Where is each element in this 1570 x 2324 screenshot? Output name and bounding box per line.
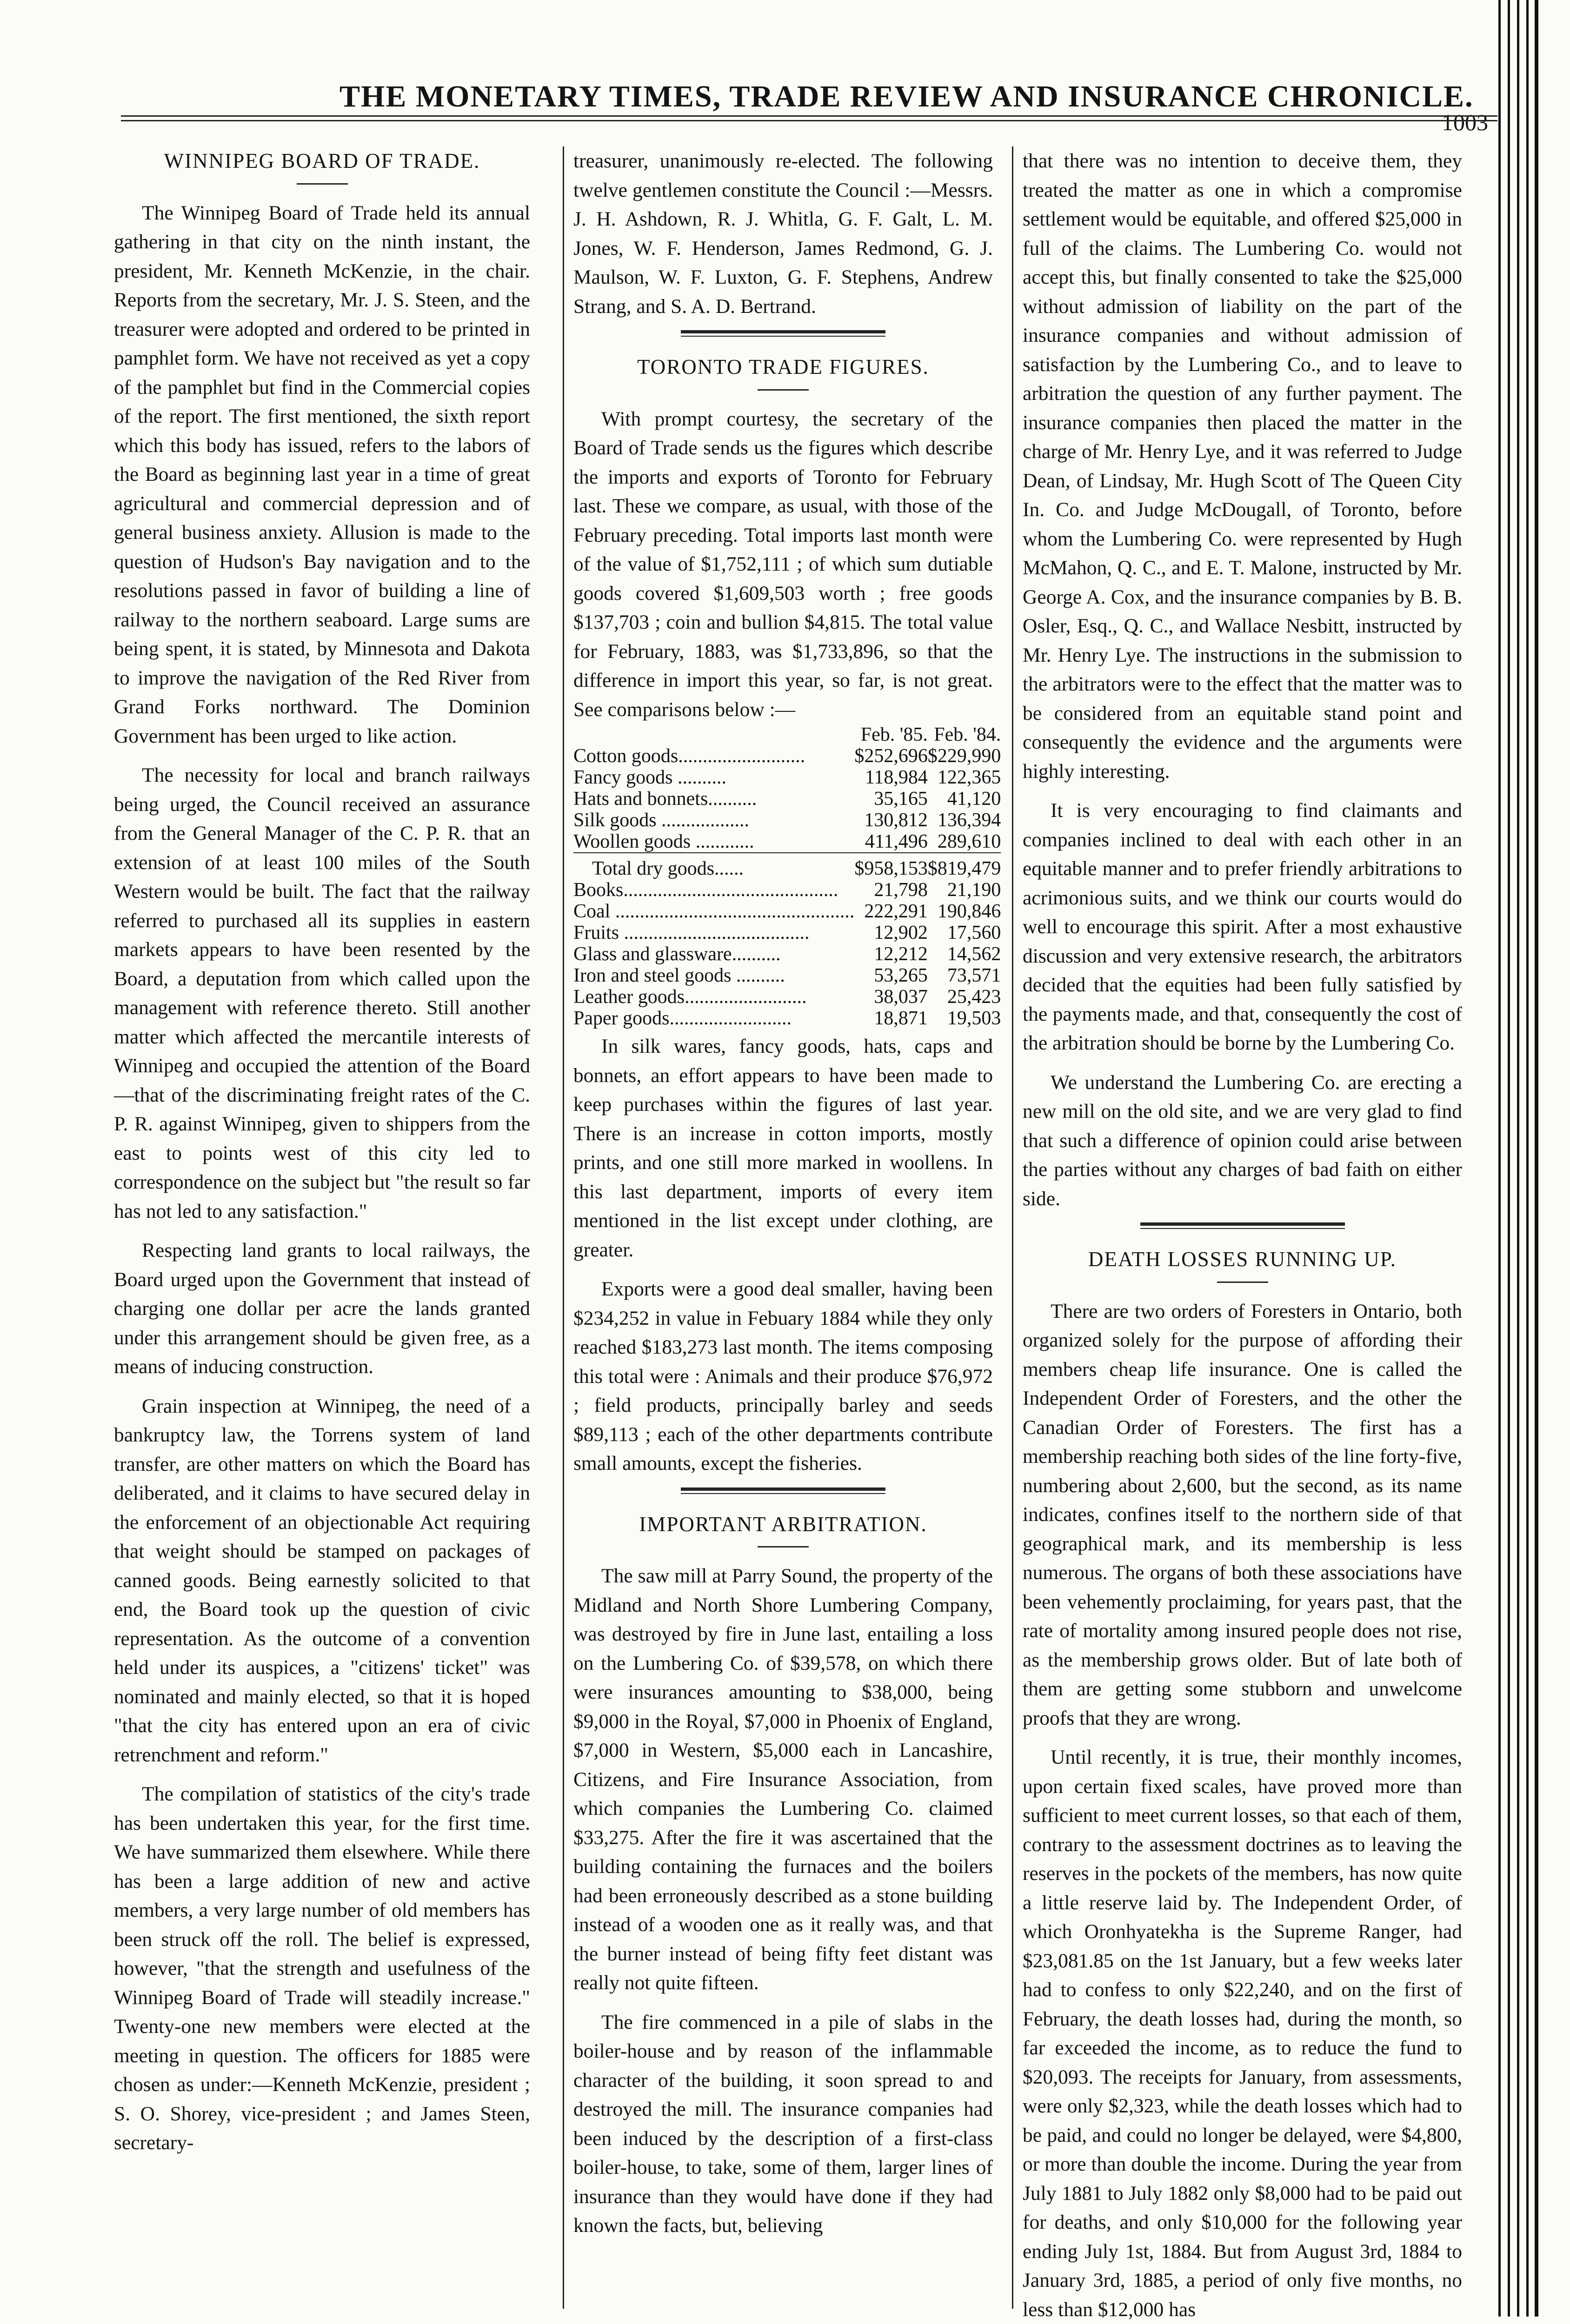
heading-rule: [758, 389, 809, 391]
heading-rule: [1217, 1282, 1268, 1283]
column-header: Feb. '85.: [860, 724, 928, 745]
value-1884: 17,560: [947, 922, 1001, 943]
value-1885: 118,984: [865, 767, 928, 788]
table-rule: [573, 853, 1001, 858]
binding-edge-rule: [1526, 0, 1529, 2317]
article-divider: [681, 1487, 885, 1494]
article-heading-winnipeg: WINNIPEG BOARD OF TRADE.: [164, 149, 480, 173]
value-1885: 222,291: [864, 901, 928, 922]
paragraph-continuation: treasurer, unanimously re-elected. The following twelve gentlemen constitute the Council :—Messrs. J. H. Ashdown, R. J. Whitla, G. F. Galt, L. M. Jones, W. F. Henderson, James Redmond, G. J. Maulson, W. F. Luxton, G. F. Stephens, Andrew Strang, and S. A. D. Bertrand.: [573, 150, 993, 318]
table-row: [573, 1008, 1001, 1029]
paragraph: The compilation of statistics of the city's trade has been undertaken this year, for the first time. We have summarized them elsewhere. While there has been a large addition of new and active members, a very large number of old members has been struck off the roll. The belief is expressed, however, "that the strength and usefulness of the Winnipeg Board of Trade will steadily increase." Twenty-one new members were elected at the meeting in question. The officers for 1885 were chosen as under:—Kenneth McKenzie, president ; S. O. Shorey, vice-president ; and James Steen, secretary-: [114, 1783, 530, 2154]
value-1884: $229,990: [927, 745, 1001, 767]
item-label: Leather goods.........................: [573, 986, 807, 1008]
item-label: Paper goods.........................: [573, 1008, 792, 1029]
value-1885: 411,496: [865, 831, 928, 852]
table-total-row: [573, 858, 1001, 879]
column-1: [114, 146, 530, 2309]
value-1885: 12,902: [874, 922, 928, 943]
column-3: [1012, 146, 1462, 2321]
value-1885: 53,265: [874, 965, 928, 986]
column-2: [563, 146, 1001, 2309]
value-1884: 25,423: [947, 986, 1001, 1008]
value-1884: 190,846: [937, 901, 1001, 922]
value-1885: 130,812: [864, 810, 928, 831]
table-row: [573, 831, 1001, 853]
table-row: [573, 943, 1001, 965]
paragraph: With prompt courtesy, the secretary of the Board of Trade sends us the figures which describe the imports and exports of Toronto for February last. These we compare, as usual, with those of the February preceding. Total imports last month were of the value of $1,752,111 ; of which sum dutiable goods covered $1,609,503 worth ; free goods $137,703 ; coin and bullion $4,815. The total value for February, 1883, was $1,733,896, so that the difference in import this year, so far, is not great. See comparisons below :—: [573, 407, 993, 721]
paragraph: The saw mill at Parry Sound, the property of the Midland and North Shore Lumbering Company, was destroyed by fire in June last, entailing a loss on the Lumbering Co. of $39,578, on which there were insurances amounting to $38,000, being $9,000 in the Royal, $7,000 in Phoenix of England, $7,000 in Western, $5,000 each in Lancashire, Citizens, and Fire Insurance Association, from which companies the Lumbering Co. claimed $33,275. After the fire it was ascertained that the building containing the furnaces and the boilers had been erroneously described as a stone building instead of a wooden one as it really was, and that the burner instead of being fifty feet distant was really not quite fifteen.: [573, 1565, 993, 1994]
value-1885: 12,212: [874, 943, 928, 965]
item-label: Iron and steel goods ..........: [573, 965, 785, 986]
item-label: Total dry goods......: [592, 858, 744, 879]
value-1884: 73,571: [947, 965, 1001, 986]
table-row: [573, 922, 1001, 943]
value-1885: 18,871: [874, 1008, 928, 1029]
page-number: 1003: [1442, 109, 1488, 135]
paragraph: We understand the Lumbering Co. are erecting a new mill on the old site, and we are very glad to find that such a difference of opinion could arise between the parties without any charges of bad faith on either side.: [1023, 1071, 1462, 1210]
value-1885: $252,696: [854, 745, 928, 767]
paragraph: Exports were a good deal smaller, having been $234,252 in value in Febuary 1884 while they only reached $183,273 last month. The items composing this total were : Animals and their produce $76,972 ; field products, principally barley and seeds $89,113 ; each of the other departments contribute small amounts, except the fisheries.: [573, 1278, 993, 1474]
item-label: Books............................................: [573, 879, 838, 901]
table-row: [573, 745, 1001, 767]
item-label: Woollen goods ............: [573, 831, 754, 852]
paragraph: The Winnipeg Board of Trade held its annual gathering in that city on the ninth instant, the president, Mr. Kenneth McKenzie, in the chair. Reports from the secretary, Mr. J. S. Steen, and the treasurer were adopted and ordered to be printed in pamphlet form. We have not received as yet a copy of the pamphlet but find in the Commercial copies of the report. The first mentioned, the sixth report which this body has issued, refers to the labors of the Board as beginning last year in a time of great agricultural and commercial depression and of general business anxiety. Allusion is made to the question of Hudson's Bay navigation and to the resolutions passed in favor of building a line of railway to the northern seaboard. Large sums are being spent, it is stated, by Minnesota and Dakota to improve the navigation of the Red River from Grand Forks northward. The Dominion Government has been urged to like action.: [114, 201, 530, 747]
publication-title: THE MONETARY TIMES, TRADE REVIEW AND INSURANCE CHRONICLE.: [339, 80, 1474, 113]
item-label: Hats and bonnets..........: [573, 788, 757, 810]
paragraph: Respecting land grants to local railways, the Board urged upon the Government that instead of charging one dollar per acre the lands granted under this arrangement should be given free, as a means of inducing construction.: [114, 1239, 530, 1378]
item-label: Glass and glassware..........: [573, 943, 781, 965]
page-header: [121, 70, 1497, 139]
header-rule-double: [121, 120, 1497, 121]
paragraph: In silk wares, fancy goods, hats, caps and bonnets, an effort appears to have been made to keep purchases within the figures of last year. There is an increase in cotton imports, mostly prints, and one still more marked in woollens. In this last department, imports of every item mentioned in the list except under clothing, are greater.: [573, 1035, 993, 1261]
column-header: Feb. '84.: [934, 724, 1001, 745]
heading-rule: [758, 1546, 809, 1547]
value-1884: 21,190: [947, 879, 1001, 901]
article-divider: [1140, 1222, 1345, 1229]
item-label: Silk goods ..................: [573, 810, 750, 831]
paragraph: Until recently, it is true, their monthly incomes, upon certain fixed scales, have proved more than sufficient to meet current losses, so that each of them, contrary to the assessment doctrines as to leaving the reserves in the pockets of the members, has now quite a little reserve laid by. The Independent Order, of which Oronhyatekha is the Supreme Ranger, had $23,081.85 on the 1st January, but a few weeks later had to confess to only $22,240, and on the first of February, the death losses had, during the month, so far exceeded the income, as to reduce the fund to $20,093. The receipts for January, from assessments, were only $2,323, while the death losses which had to be paid, and could no longer be delayed, were $4,800, or more than double the income. During the year from July 1881 to July 1882 only $8,000 had to be paid out for deaths, and only $10,000 for the following year ending July 1st, 1884. But from August 3rd, 1884 to January 3rd, 1885, a period of only five months, no less than $12,000 has: [1023, 1746, 1462, 2321]
value-1884: 14,562: [947, 943, 1001, 965]
value-1884: 136,394: [937, 810, 1001, 831]
paragraph: There are two orders of Foresters in Ontario, both organized solely for the purpose of affording their members cheap life insurance. One is called the Independent Order of Foresters, and the other the Canadian Order of Foresters. The first has a membership reaching both sides of the line forty-five, numbering about 2,600, but the second, as its name indicates, confines itself to the northern side of that geographical mark, and its membership is less numerous. The organs of both these associations have been vehemently proclaiming, for years past, that the rate of mortality among insured people does not rise, as the membership grows older. But of late both of them are getting some stubborn and unwelcome proofs that they are wrong.: [1023, 1300, 1462, 1729]
binding-edge-rule: [1498, 0, 1501, 2317]
paragraph: Grain inspection at Winnipeg, the need of a bankruptcy law, the Torrens system of land transfer, are other matters on which the Board has deliberated, and it claims to have secured delay in the enforcement of an objectionable Act requiring that weight should be stamped on packages of canned goods. Being earnestly solicited to that end, the Board took up the question of civic representation. As the outcome of a convention held under its auspices, a "citizens' ticket" was nominated and mainly elected, so that it is hoped "that the city has entered upon an era of civic retrenchment and reform.": [114, 1394, 530, 1766]
value-1884: 41,120: [947, 788, 1001, 810]
value-1884: 19,503: [947, 1008, 1001, 1029]
value-1885: 38,037: [874, 986, 928, 1008]
table-row: [573, 879, 1001, 901]
table-row: [573, 986, 1001, 1008]
trade-figures-table: [573, 724, 1001, 1029]
heading-rule: [297, 183, 348, 185]
paragraph: The necessity for local and branch railways being urged, the Council received an assurance from the General Manager of the C. P. R. that an extension of at least 100 miles of the South Western would be built. The fact that the railway referred to purchased all its supplies in eastern markets appears to have been resented by the Board, a deputation from which called upon the management with reference thereto. Still another matter which affected the mercantile interests of Winnipeg and occupied the attention of the Board—that of the discriminating freight rates of the C. P. R. against Winnipeg, given to shippers from the east to points west of this city led to correspondence on the subject but "the result so far has not led to any satisfaction.": [114, 764, 530, 1222]
article-heading-arbitration: IMPORTANT ARBITRATION.: [639, 1512, 927, 1536]
article-heading-death-losses: DEATH LOSSES RUNNING UP.: [1088, 1248, 1397, 1271]
table-row: [573, 767, 1001, 788]
table-row: [573, 965, 1001, 986]
value-1885: 35,165: [874, 788, 928, 810]
article-divider: [681, 330, 885, 337]
paragraph: It is very encouraging to find claimants and companies inclined to deal with each other in an equitable manner and to prefer friendly arbitrations to acrimonious suits, and we think our courts would do well to encourage this spirit. After a most exhaustive discussion and very extensive research, the arbitrators decided that the equities had been fully satisfied by the payments made, and that, consequently the cost of the arbitration should be borne by the Lumbering Co.: [1023, 799, 1462, 1054]
value-1884: 122,365: [937, 767, 1001, 788]
item-label: Fruits ......................................: [573, 922, 810, 943]
header-rule: [121, 115, 1497, 117]
binding-edge-rule: [1517, 0, 1519, 2317]
binding-edge-rule: [1508, 0, 1510, 2317]
item-label: Coal .................................................: [573, 901, 855, 922]
table-row: [573, 788, 1001, 810]
table-header-row: [573, 724, 1001, 745]
item-label: Cotton goods..........................: [573, 745, 805, 767]
article-heading-toronto: TORONTO TRADE FIGURES.: [637, 355, 929, 378]
paragraph: The fire commenced in a pile of slabs in the boiler-house and by reason of the inflammable character of the building, it soon spread to and destroyed the mill. The insurance companies had been induced by the description of a first-class boiler-house, to take, some of them, larger lines of insurance than they would have done if they had known the facts, but, believing: [573, 2011, 993, 2237]
value-1884: $819,479: [927, 858, 1001, 879]
binding-edge-rule: [1535, 0, 1538, 2317]
paragraph-continuation: that there was no intention to deceive them, they treated the matter as one in which a compromise settlement would be equitable, and offered $25,000 in full of the claims. The Lumbering Co. would not accept this, but finally consented to take the $25,000 without admission of liability on the part of the insurance companies and without admission of satisfaction by the Lumbering Co., and to leave to arbitration the question of any further payment. The insurance companies then placed the matter in the charge of Mr. Henry Lye, and it was referred to Judge Dean, of Lindsay, Mr. Hugh Scott of The Queen City In. Co. and Judge McDougall, of Toronto, before whom the Lumbering Co. were represented by Hugh McMahon, Q. C., and E. T. Malone, instructed by Mr. George A. Cox, and the insurance companies by B. B. Osler, Esq., Q. C., and Wallace Nesbitt, instructed by Mr. Henry Lye. The instructions in the submission to the arbitrators were to the effect that the matter was to be considered from an equitable stand point and consequently the evidence and the arguments were highly interesting.: [1023, 150, 1462, 783]
table-row: [573, 810, 1001, 831]
table-row: [573, 901, 1001, 922]
value-1885: $958,153: [854, 858, 928, 879]
value-1885: 21,798: [874, 879, 928, 901]
value-1884: 289,610: [937, 831, 1001, 852]
item-label: Fancy goods ..........: [573, 767, 726, 788]
